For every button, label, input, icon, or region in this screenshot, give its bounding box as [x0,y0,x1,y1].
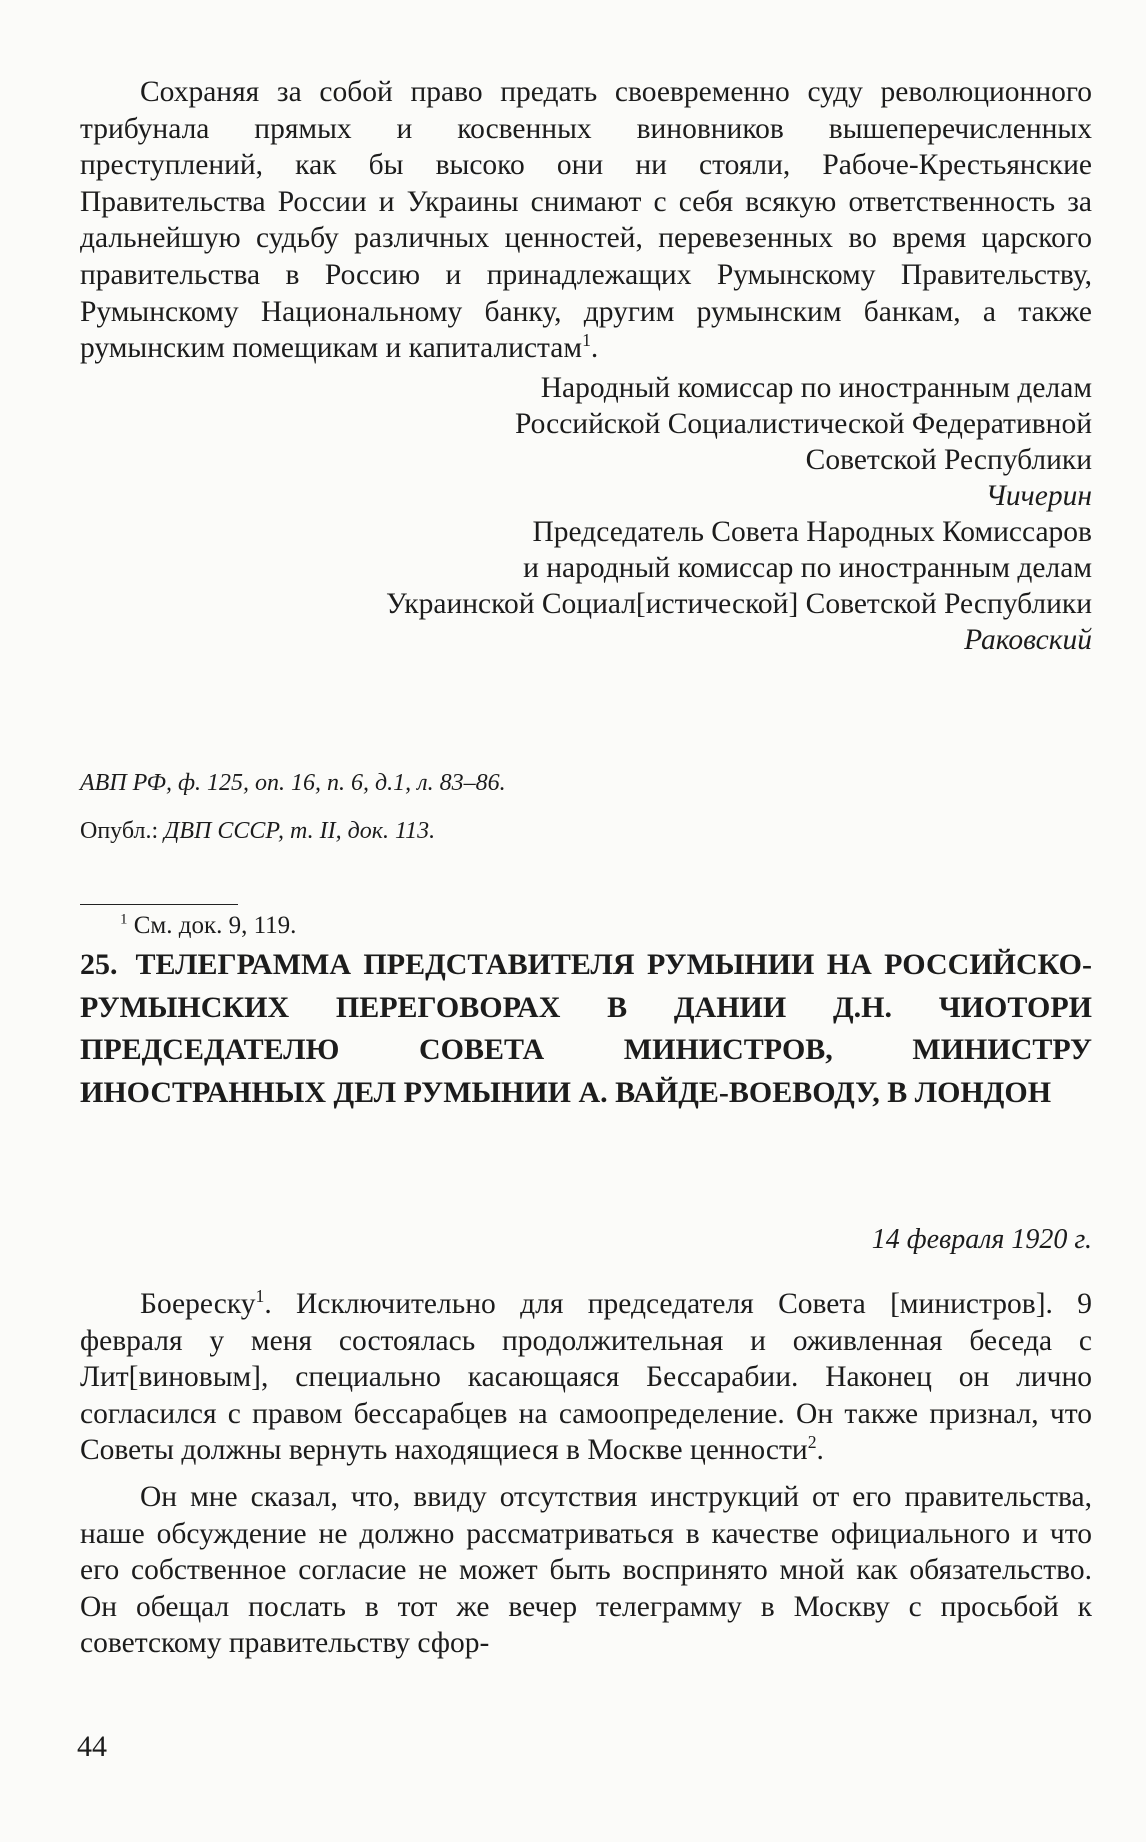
signatory-name: Раковский [964,624,1092,656]
footnote-text: См. док. 9, 119. [133,912,297,939]
signatory-title-line: Советской Республики [805,444,1092,476]
signatory-title-line: Российской Социалистической Федеративной [514,408,1092,440]
footnote-ref: 1 [255,1286,265,1307]
intro-paragraph: Сохраняя за собой право предать своевременно суду революционного трибунала прямых и косвенных виновников вышеперечисленных преступлений, как бы высоко они ни стояли, Рабоче-Крестьянские Правительства России и Украины снимают с себя всякую ответственность за дальнейшую судьбу различных ценностей, перевезенных во время царского правительства в Россию и принадлежащих Румынскому Правительству, Румынскому Национальному банку, другим румынским банкам, а также румынским помещикам и капиталистам$^1$. [80,76,1092,365]
document-heading [80,944,1092,1114]
page-number: 44 [77,1730,107,1763]
footnote-divider [80,904,238,905]
document-date: 14 февраля 1920 г. [871,1224,1092,1255]
body-paragraph-text: . Исключительно для председателя Совета [министров]. 9 февраля у меня состоялась продолжительная и оживленная беседа с Лит[виновым], специально касающаяся Бессарабии. Наконец он лично согласился с правом бессарабцев на самоопределение. Он также признал, что Советы должны вернуть находящиеся в Москве ценности [80,1288,1092,1467]
publication-label: Опубл.: [80,818,159,844]
intro-paragraph-block [80,74,1092,367]
publication-reference [80,818,435,845]
intro-paragraph-text: Сохраняя за собой право предать своевременно суду революционного трибунала прямых и косвенных виновников вышеперечисленных преступлений, как бы высоко они ни стояли, Рабоче-Крестьянские Правительства России и Украины снимают с себя всякую ответственность за дальнейшую судьбу различных ценностей, перевезенных во время царского правительства в Россию и принадлежащих Румынскому Правительству, Румынскому Национальному банку, другим румынским банкам, а также румынским помещикам и капиталистам [80,76,1092,365]
signature-block [80,370,1092,658]
footnote-mark: 1 [120,911,128,928]
body-paragraph: Он мне сказал, что, ввиду отсутствия инструкций от его правительства, наше обсуждение не должно рассматриваться в качестве официального и что его собственное согласие не может быть воспринято мной как обязательство. Он обещал послать в тот же вечер телеграмму в Москву с просьбой к советскому правительству сфор- [80,1480,1092,1660]
footnote [120,912,296,940]
document-number: 25. [80,948,118,981]
archive-reference: АВП РФ, ф. 125, оп. 16, п. 6, д.1, л. 83–86. [80,770,506,796]
body-text [80,1286,1092,1662]
signatory-title-line: Украинской Социал[истической] Советской Республики [385,588,1092,620]
signatory-name: Чичерин [985,480,1092,512]
signatory-title-line: и народный комиссар по иностранным делам [523,552,1092,584]
publication-citation: ДВП СССР, т. II, док. 113. [164,818,436,844]
signatory-title-line: Председатель Совета Народных Комиссаров [532,516,1092,548]
footnote-ref: 1 [582,330,591,351]
body-paragraph: Боереску$^1$. Исключительно для председателя Совета [министров]. 9 февраля у меня состоялась продолжительная и оживленная беседа с Лит[виновым], специально касающаяся Бессарабии. Наконец он лично согласился с правом бессарабцев на самоопределение. Он также признал, что Советы должны вернуть находящиеся в Москве ценности$^2$. [80,1286,1092,1467]
signatory-title-line: Народный комиссар по иностранным делам [540,372,1092,404]
addressee: Боереску [140,1288,256,1320]
document-title: ТЕЛЕГРАММА ПРЕДСТАВИТЕЛЯ РУМЫНИИ НА РОССИЙСКО-РУМЫНСКИХ ПЕРЕГОВОРАХ В ДАНИИ Д.Н. ЧИОТОРИ ПРЕДСЕДАТЕЛЮ СОВЕТА МИНИСТРОВ, МИНИСТРУ ИНОСТРАННЫХ ДЕЛ РУМЫНИИ А. ВАЙДЕ-ВОЕВОДУ, В ЛОНДОН [80,948,1092,1109]
footnote-ref: 2 [807,1432,817,1453]
